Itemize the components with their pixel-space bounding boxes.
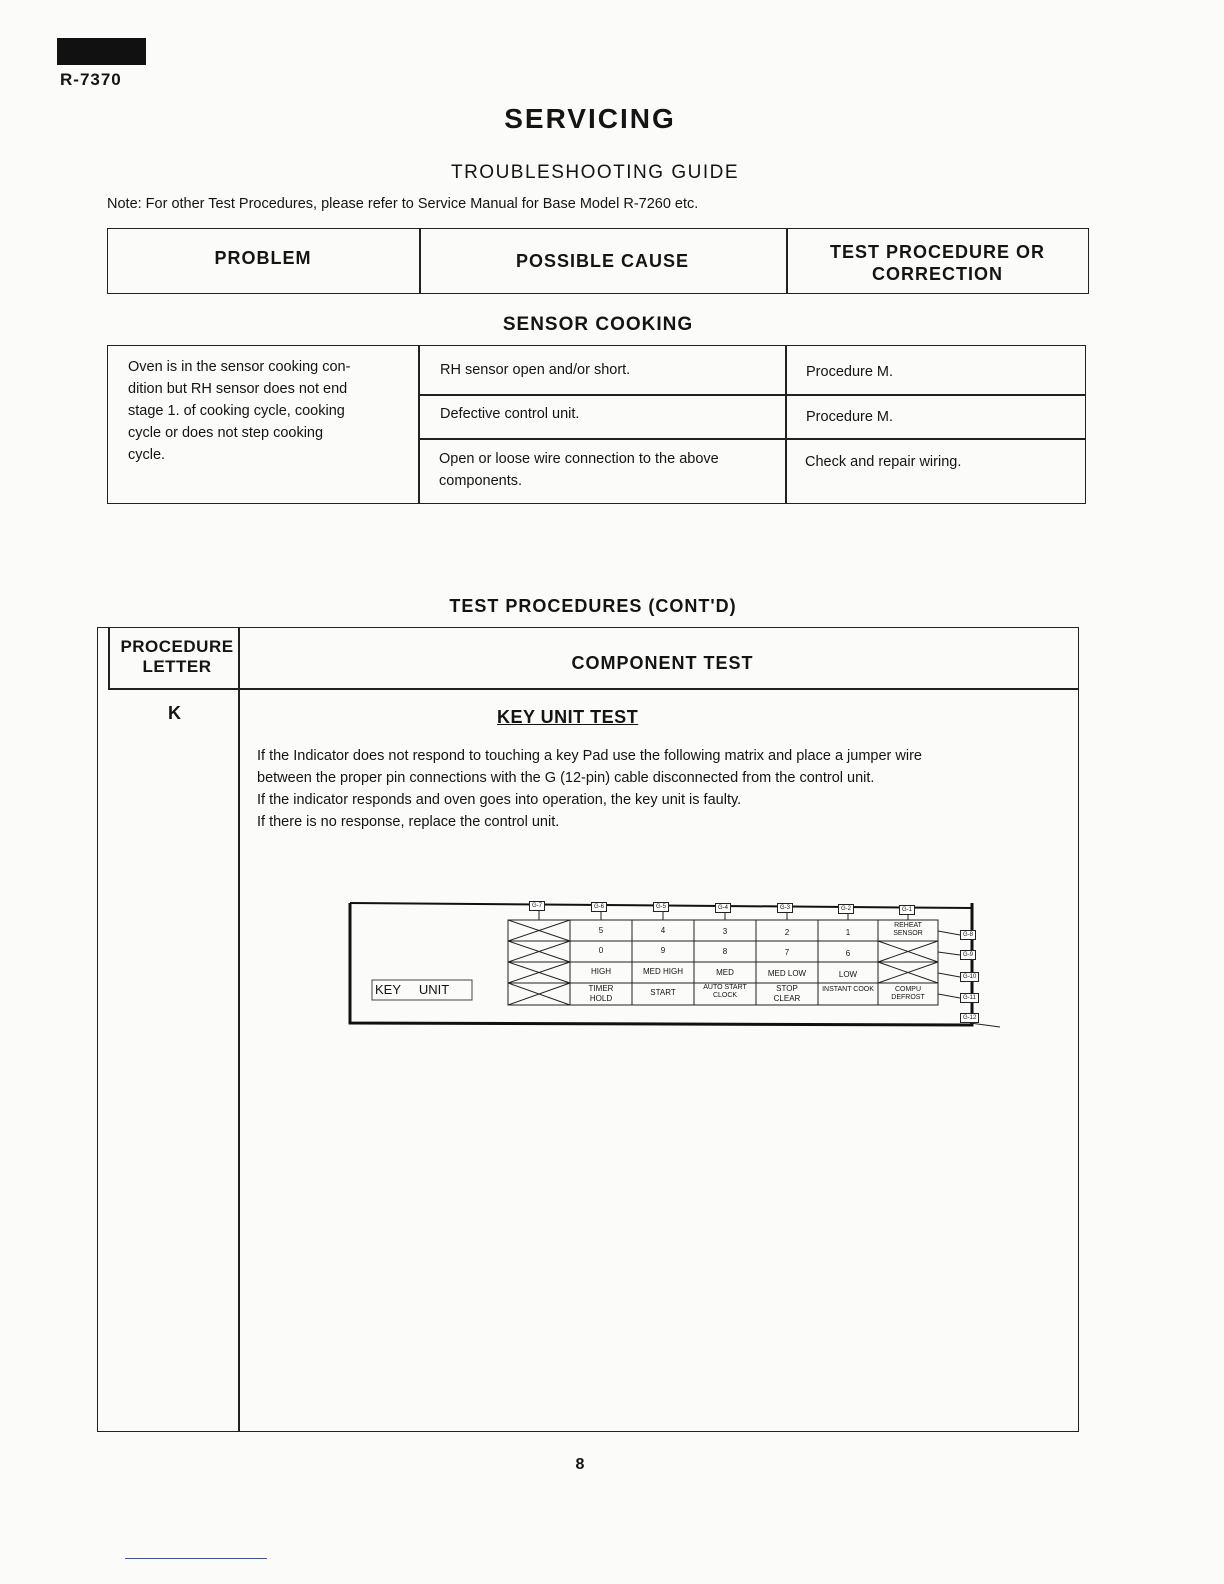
header-correction: CORRECTION [872, 264, 1003, 284]
pin-g2: G-2 [838, 904, 854, 914]
key-auto-start-clock: AUTO START CLOCK [703, 984, 747, 999]
test-procedures-heading: TEST PROCEDURES (CONT'D) [449, 596, 737, 616]
key-med: MED [716, 968, 734, 977]
key-5: 5 [598, 926, 604, 935]
key-unit-diagram [345, 895, 1005, 1040]
cause-control-unit: Defective control unit. [440, 406, 580, 422]
header-problem: PROBLEM [214, 248, 312, 268]
key-1: 1 [845, 928, 851, 937]
section-subtitle: TROUBLESHOOTING GUIDE [450, 162, 740, 183]
key-9: 9 [660, 946, 666, 955]
model-number: R-7370 [60, 70, 122, 89]
key-unit-test-title: KEY UNIT TEST [497, 707, 639, 727]
procedure-rh-sensor: Procedure M. [806, 364, 894, 380]
sensor-cooking-heading: SENSOR COOKING [502, 314, 694, 335]
cause-rh-sensor: RH sensor open and/or short. [440, 362, 631, 378]
page-title: SERVICING [504, 103, 676, 134]
key-0: 0 [598, 946, 604, 955]
pin-g11: G-11 [960, 993, 979, 1003]
key-3: 3 [722, 927, 728, 936]
header-test-procedure: TEST PROCEDURE OR [829, 242, 1046, 262]
header-black-bar [57, 38, 146, 65]
key-timer-hold: TIMER HOLD [588, 984, 614, 1003]
procedure-control-unit: Procedure M. [806, 409, 894, 425]
key-start: START [650, 988, 676, 997]
key-instant-cook: INSTANT COOK [822, 986, 874, 993]
key-med-high: MED HIGH [643, 967, 683, 976]
key-stop-clear: STOP CLEAR [773, 984, 801, 1003]
key-7: 7 [784, 948, 790, 957]
reference-note: Note: For other Test Procedures, please refer to Service Manual for Base Model R-7260 etc. [107, 196, 699, 212]
procedure-letter-header: PROCEDURE LETTER [120, 637, 234, 676]
key-high: HIGH [591, 967, 611, 976]
procedure-letter-k: K [168, 703, 181, 723]
pin-g6: G-6 [591, 902, 607, 912]
cause-wiring: Open or loose wire connection to the above components. [439, 451, 719, 489]
procedure-wiring: Check and repair wiring. [805, 454, 962, 470]
key-unit-test-instructions: If the Indicator does not respond to touching a key Pad use the following matrix and place a jumper wire between the proper pin connections with the G (12-pin) cable disconnected from the control unit. If the indicator responds and oven goes into operation, the key unit is faulty. If there is no response, replace the control unit. [257, 748, 922, 830]
pin-g5: G-5 [653, 902, 669, 912]
component-test-header: COMPONENT TEST [571, 653, 754, 673]
pin-g3: G-3 [777, 903, 793, 913]
page-number: 8 [575, 1456, 585, 1473]
key-low: LOW [838, 970, 858, 979]
problem-description: Oven is in the sensor cooking con- dition but RH sensor does not end stage 1. of cooking cycle, cooking cycle or does not step cooking cycle. [128, 359, 351, 463]
key-med-low: MED LOW [767, 969, 807, 978]
key-unit-label: KEY UNIT [375, 982, 450, 997]
pin-g12: G-12 [960, 1013, 979, 1023]
key-6: 6 [845, 949, 851, 958]
header-possible-cause: POSSIBLE CAUSE [515, 251, 690, 271]
pin-g10: G-10 [960, 972, 979, 982]
pin-g8: G-8 [960, 930, 976, 940]
pin-g7: G-7 [529, 901, 545, 911]
scan-edge-line [125, 1558, 267, 1559]
key-2: 2 [784, 928, 790, 937]
key-8: 8 [722, 947, 728, 956]
pin-g1: G-1 [899, 905, 915, 915]
key-compu-defrost: COMPU DEFROST [891, 986, 925, 1001]
pin-g9: G-9 [960, 950, 976, 960]
key-4: 4 [660, 926, 666, 935]
key-reheat-sensor: REHEAT SENSOR [893, 922, 923, 937]
pin-g4: G-4 [715, 903, 731, 913]
